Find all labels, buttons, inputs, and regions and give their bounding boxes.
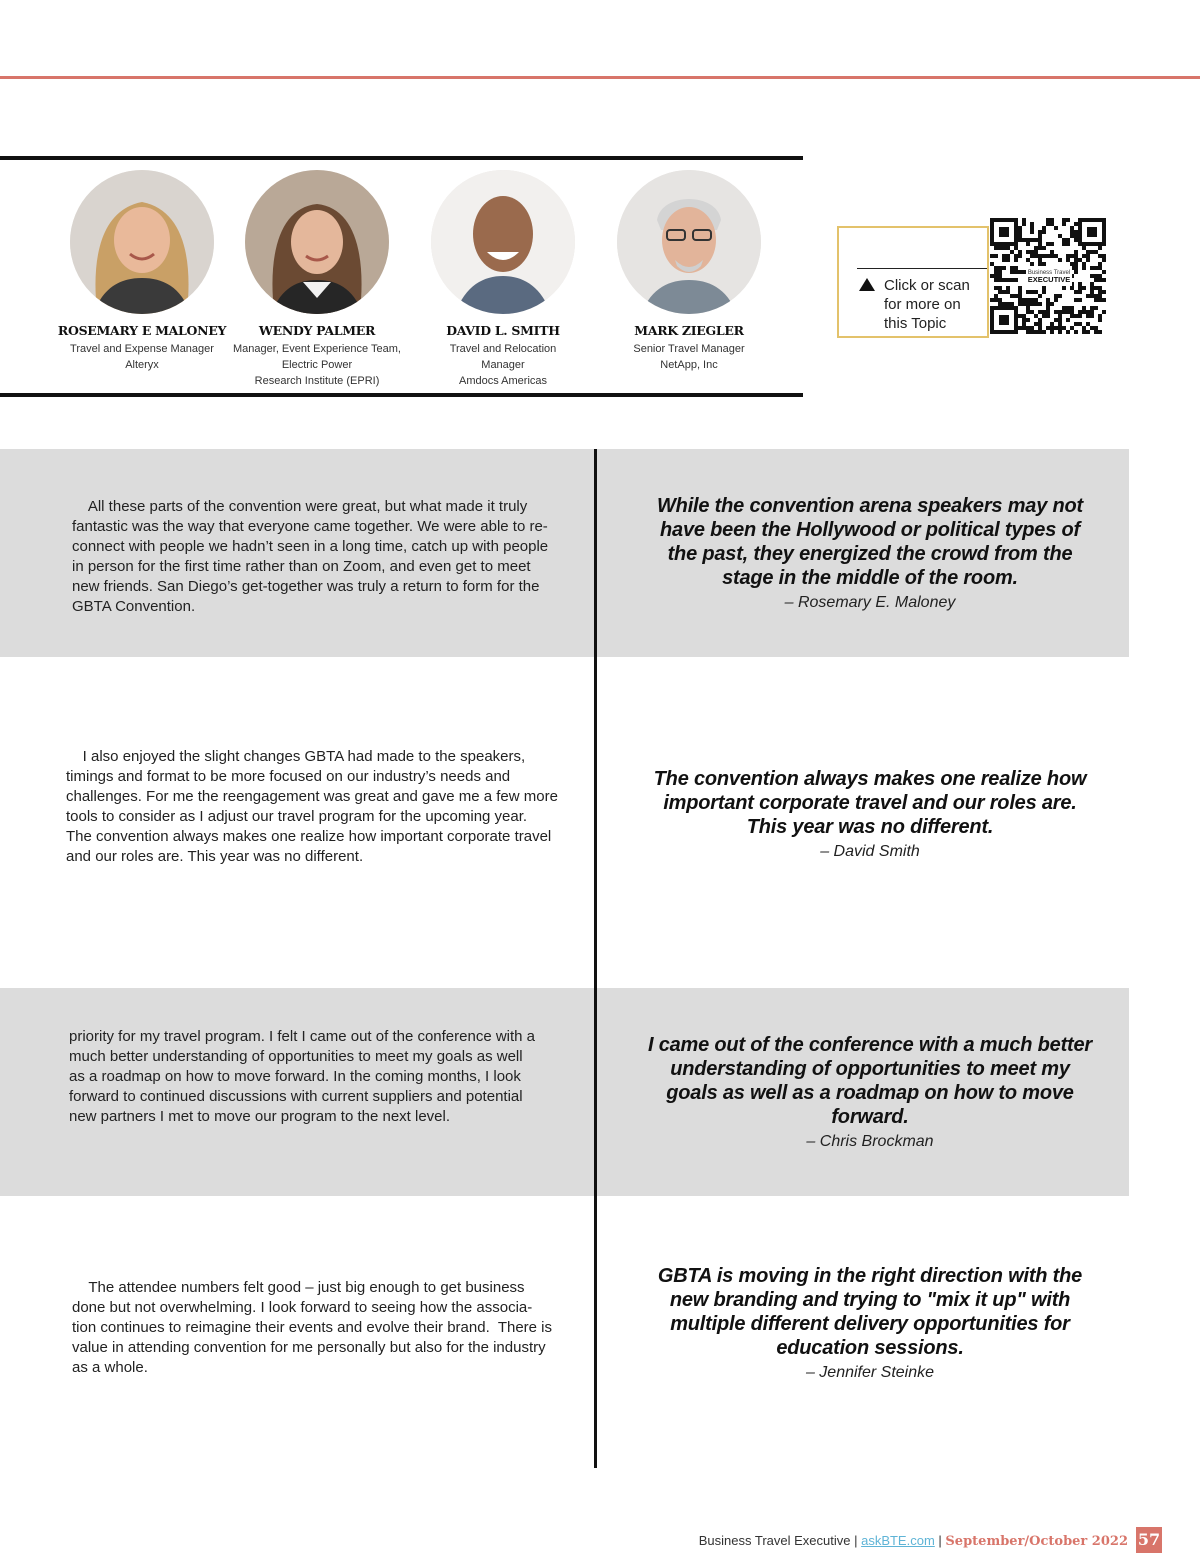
body-paragraph — [69, 1027, 579, 1127]
body-line: The attendee numbers felt good – just big enough to get business — [72, 1279, 525, 1296]
body-line: much better understanding of opportunities to meet my goals as well — [69, 1048, 523, 1065]
avatar — [431, 170, 575, 314]
profile-company: NetApp, Inc — [660, 359, 718, 371]
quote-attribution: – Rosemary E. Maloney — [784, 594, 956, 611]
quote-line: forward. — [831, 1106, 909, 1128]
body-line: as a roadmap on how to move forward. In the coming months, I look — [69, 1068, 521, 1085]
body-line: in person for the first time rather than on Zoom, and even get to meet — [72, 558, 531, 575]
avatar — [245, 170, 389, 314]
profile-company: Amdocs Americas — [458, 375, 548, 387]
avatar — [617, 170, 761, 314]
body-line: as a whole. — [72, 1359, 148, 1376]
quote-line: multiple different delivery opportunities for — [670, 1313, 1070, 1335]
body-paragraph — [72, 497, 572, 617]
body-line: new friends. San Diego’s get-together was truly a return to form for the — [72, 578, 540, 595]
quote-line: have been the Hollywood or political types of — [660, 519, 1080, 541]
qr-logo-line: EXECUTIVE — [1027, 275, 1071, 284]
body-line: I also enjoyed the slight changes GBTA had made to the speakers, — [66, 748, 526, 765]
profile-name: MARK ZIEGLER — [634, 323, 744, 338]
qr-code-icon — [990, 218, 1106, 334]
issue-date: September/October 2022 — [945, 1534, 1128, 1549]
body-paragraph — [72, 1278, 582, 1378]
profile-role — [599, 341, 779, 373]
page-footer — [699, 1533, 1128, 1549]
body-line: and our roles are. This year was no different. — [66, 848, 364, 865]
top-rule — [0, 76, 1200, 79]
body-line: new partners I met to move our program to the next level. — [69, 1108, 451, 1125]
profile-company: Alteryx — [125, 359, 159, 371]
profile-company: Research Institute (EPRI) — [254, 375, 380, 387]
pull-quote — [612, 1264, 1128, 1386]
profile-rosemary-maloney — [52, 170, 232, 373]
quote-attribution: – Chris Brockman — [806, 1133, 934, 1150]
body-paragraph — [66, 747, 576, 867]
body-line: priority for my travel program. I felt I came out of the conference with a — [69, 1028, 536, 1045]
profile-david-smith — [413, 170, 593, 389]
profile-name: ROSEMARY E MALONEY — [57, 323, 227, 338]
profile-wendy-palmer — [227, 170, 407, 389]
website-link[interactable]: askBTE.com — [861, 1533, 935, 1548]
body-line: done but not overwhelming. I look forward to seeing how the associa- — [72, 1299, 533, 1316]
body-line: connect with people we hadn’t seen in a long time, catch up with people — [72, 538, 549, 555]
avatar — [70, 170, 214, 314]
quote-line: education sessions. — [776, 1337, 964, 1359]
qr-callout-line: for more on — [884, 296, 961, 313]
quote-attribution: – Jennifer Steinke — [805, 1364, 935, 1381]
quote-line: This year was no different. — [746, 816, 994, 838]
quote-line: GBTA is moving in the right direction with the — [657, 1265, 1083, 1287]
profile-role-line: Senior Travel Manager — [633, 343, 745, 355]
page-number: 57 — [1136, 1527, 1162, 1553]
quote-attribution: – David Smith — [820, 843, 920, 860]
body-line: All these parts of the convention were great, but what made it truly — [72, 498, 528, 515]
profile-role — [52, 341, 232, 373]
profile-role-line: Electric Power — [281, 359, 353, 371]
qr-callout-divider — [857, 268, 987, 269]
publication-name: Business Travel Executive | — [698, 1533, 858, 1548]
body-line: tools to consider as I adjust our travel program for the upcoming year. — [66, 808, 528, 825]
quote-line: important corporate travel and our roles are. — [663, 792, 1077, 814]
qr-logo-line: Business Travel — [1027, 270, 1071, 276]
qr-code[interactable] — [990, 218, 1106, 334]
profile-role-line: Manager, Event Experience Team, — [233, 343, 401, 355]
body-line: tion continues to reimagine their events and evolve their brand. There is — [72, 1319, 552, 1336]
profile-role-line: Travel and Expense Manager — [70, 343, 214, 355]
profile-name: WENDY PALMER — [258, 323, 376, 338]
qr-callout-line: this Topic — [884, 315, 947, 332]
body-line: challenges. For me the reengagement was great and gave me a few more — [66, 788, 558, 805]
triangle-up-icon — [859, 278, 875, 291]
quote-line: While the convention arena speakers may not — [657, 495, 1083, 517]
qr-callout-line: Click or scan — [884, 277, 970, 294]
profile-name: DAVID L. SMITH — [446, 323, 560, 338]
profile-mark-ziegler — [599, 170, 779, 373]
body-line: The convention always makes one realize how important corporate travel — [66, 828, 552, 845]
quote-line: I came out of the conference with a much better — [647, 1034, 1093, 1056]
quote-line: the past, they energized the crowd from the — [667, 543, 1073, 565]
profile-role — [227, 341, 407, 389]
quote-line: The convention always makes one realize how — [653, 768, 1087, 790]
pull-quote — [612, 767, 1128, 865]
quote-line: goals as well as a roadmap on how to move — [666, 1082, 1074, 1104]
profile-strip-bottom-rule — [0, 393, 803, 397]
qr-callout-text[interactable] — [884, 276, 984, 333]
profile-strip-top-rule — [0, 156, 803, 160]
footer-separator: | — [938, 1533, 942, 1548]
body-line: forward to continued discussions with current suppliers and potential — [69, 1088, 523, 1105]
profile-role-line: Manager — [481, 359, 525, 371]
quote-line: understanding of opportunities to meet my — [670, 1058, 1070, 1080]
body-line: timings and format to be more focused on our industry’s needs and — [66, 768, 511, 785]
pull-quote — [612, 494, 1128, 616]
body-line: GBTA Convention. — [72, 598, 196, 615]
quote-line: new branding and trying to "mix it up" with — [669, 1289, 1071, 1311]
body-line: fantastic was the way that everyone came together. We were able to re- — [72, 518, 548, 535]
profile-role-line: Travel and Relocation — [449, 343, 557, 355]
quote-line: stage in the middle of the room. — [722, 567, 1018, 589]
profile-role — [413, 341, 593, 389]
column-divider — [594, 449, 597, 1468]
body-line: value in attending convention for me personally but also for the industry — [72, 1339, 546, 1356]
pull-quote — [612, 1033, 1128, 1155]
